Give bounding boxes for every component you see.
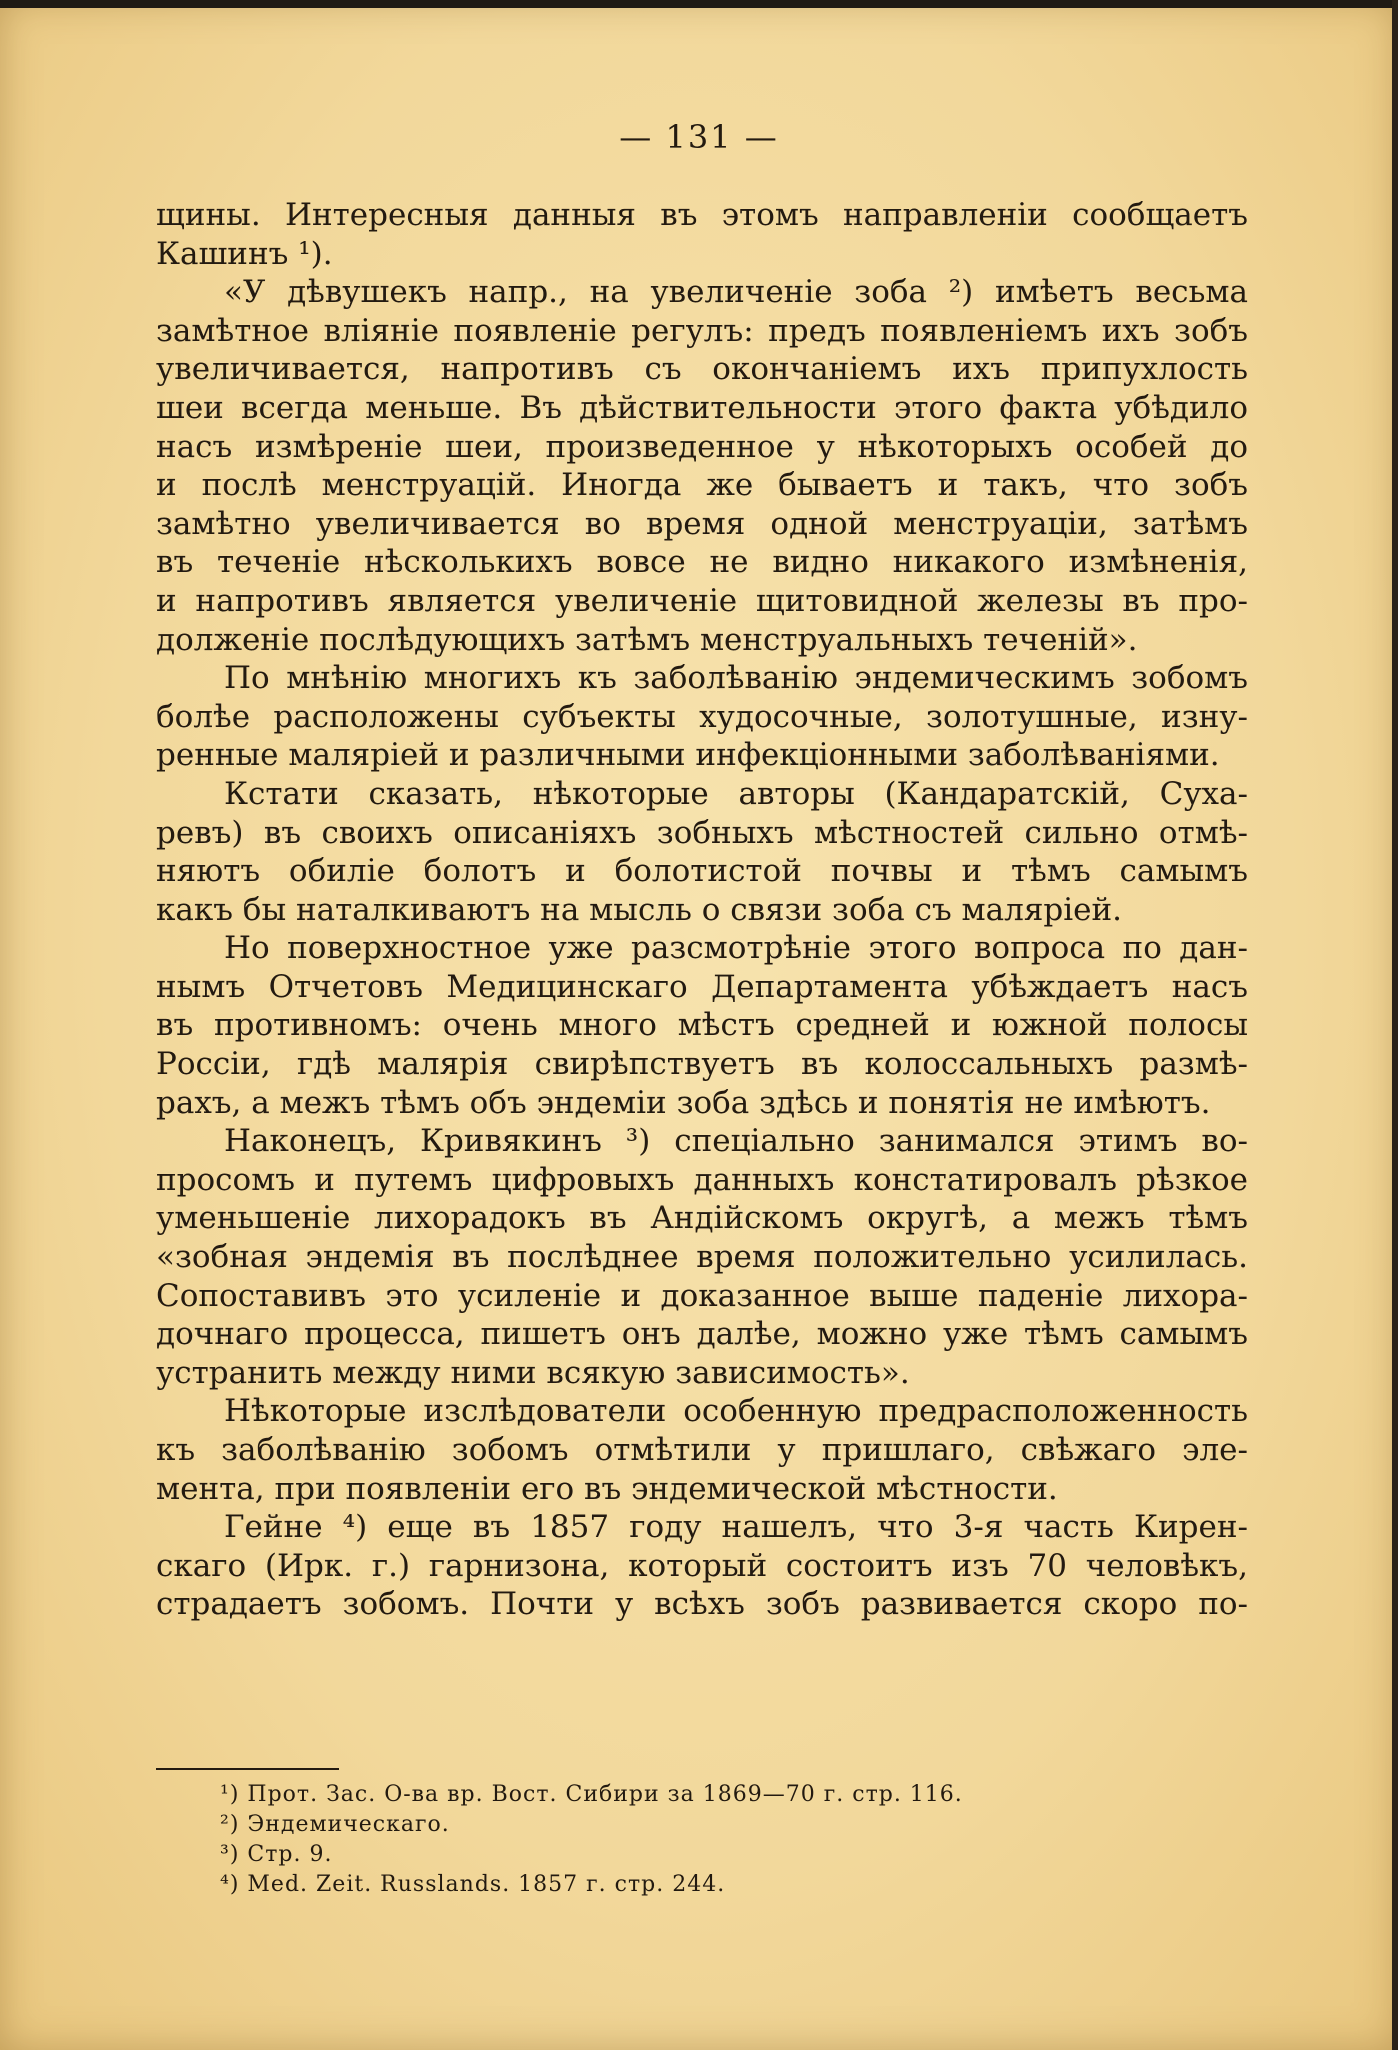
text-line: болѣе расположены субъекты худосочные, золотушные, изну- (156, 698, 1248, 735)
text-line: какъ бы наталкиваютъ на мысль о связи зоба съ маляріей. (156, 891, 1123, 928)
text-line: скаго (Ирк. г.) гарнизона, который состоитъ изъ 70 человѣкъ, (156, 1547, 1248, 1584)
footnote: ²) Эндемическаго. (220, 1812, 450, 1837)
footnote: ³) Стр. 9. (220, 1842, 333, 1867)
text-line: няютъ обиліе болотъ и болотистой почвы и тѣмъ самымъ (156, 853, 1248, 890)
text-line: въ противномъ: очень много мѣстъ средней и южной полосы (156, 1007, 1248, 1044)
text-line: щины. Интересныя данныя въ этомъ направленіи сообщаетъ (156, 197, 1248, 233)
text-line: устранить между ними всякую зависимость». (156, 1354, 910, 1391)
text-line: уменьшеніе лихорадокъ въ Андійскомъ округѣ, а межъ тѣмъ (156, 1200, 1248, 1237)
text-line: Нѣкоторые изслѣдователи особенную предрасположенность (224, 1393, 1248, 1430)
text-line: и послѣ менструацій. Иногда же бываетъ и такъ, что зобъ (156, 467, 1248, 504)
text-line: насъ измѣреніе шеи, произведенное у нѣкоторыхъ особей до (156, 428, 1248, 465)
text-line: ренные маляріей и различными инфекціонными заболѣваніями. (156, 737, 1220, 774)
text-line: долженіе послѣдующихъ затѣмъ менструальныхъ теченій». (156, 621, 1138, 658)
body-text (156, 196, 1248, 1624)
text-line: Наконецъ, Кривякинъ ³) спеціально занимался этимъ во- (224, 1123, 1248, 1160)
page-right-edge (1392, 0, 1398, 2050)
text-line: увеличивается, напротивъ съ окончаніемъ ихъ припухлость (156, 351, 1248, 388)
text-line: шеи всегда меньше. Въ дѣйствительности этого факта убѣдило (156, 389, 1248, 426)
footnote-rule (156, 1768, 339, 1770)
text-line: Но поверхностное уже разсмотрѣніе этого вопроса по дан- (224, 930, 1248, 967)
text-line: и напротивъ является увеличеніе щитовидной железы въ про- (156, 582, 1248, 619)
text-line: По мнѣнію многихъ къ заболѣванію эндемическимъ зобомъ (224, 660, 1248, 697)
text-line: Гейне ⁴) еще въ 1857 году нашелъ, что 3-я часть Кирен- (224, 1509, 1248, 1546)
text-line: замѣтное вліяніе появленіе регулъ: предъ появленіемъ ихъ зобъ (156, 312, 1248, 349)
text-line: ревъ) въ своихъ описаніяхъ зобныхъ мѣстностей сильно отмѣ- (156, 814, 1248, 851)
footnote: ⁴) Med. Zeit. Russlands. 1857 г. стр. 244. (220, 1872, 726, 1897)
text-line: дочнаго процесса, пишетъ онъ далѣе, можно уже тѣмъ самымъ (156, 1316, 1248, 1353)
text-line: нымъ Отчетовъ Медицинскаго Департамента убѣждаетъ насъ (156, 968, 1248, 1005)
text-line: въ теченіе нѣсколькихъ вовсе не видно никакого измѣненія, (156, 544, 1248, 581)
text-line: страдаетъ зобомъ. Почти у всѣхъ зобъ развивается скоро по- (156, 1586, 1248, 1623)
text-line: Сопоставивъ это усиленіе и доказанное выше паденіе лихора- (156, 1277, 1248, 1314)
text-line: «У дѣвушекъ напр., на увеличеніе зоба ²) имѣетъ весьма (224, 274, 1248, 311)
text-line: замѣтно увеличивается во время одной менструаціи, затѣмъ (156, 505, 1248, 542)
page-number: — 131 — (619, 118, 779, 156)
footnote: ¹) Прот. Зас. О-ва вр. Вост. Сибири за 1869—70 г. стр. 116. (220, 1782, 963, 1807)
text-line: мента, при появленіи его въ эндемической мѣстности. (156, 1470, 1058, 1507)
text-line: «зобная эндемія въ послѣднее время положительно усилилась. (156, 1239, 1248, 1276)
text-line: просомъ и путемъ цифровыхъ данныхъ констатировалъ рѣзкое (156, 1161, 1248, 1198)
footnotes (220, 1780, 1120, 1900)
text-line: къ заболѣванію зобомъ отмѣтили у пришлаго, свѣжаго эле- (156, 1432, 1248, 1468)
text-line: Россіи, гдѣ малярія свирѣпствуетъ въ колоссальныхъ размѣ- (156, 1046, 1248, 1083)
text-line: рахъ, а межъ тѣмъ объ эндеміи зоба здѣсь и понятія не имѣютъ. (156, 1084, 1211, 1121)
text-line: Кстати сказать, нѣкоторые авторы (Кандаратскій, Суха- (224, 775, 1248, 812)
text-line: Кашинъ ¹). (156, 235, 333, 272)
page-top-edge (0, 0, 1398, 8)
